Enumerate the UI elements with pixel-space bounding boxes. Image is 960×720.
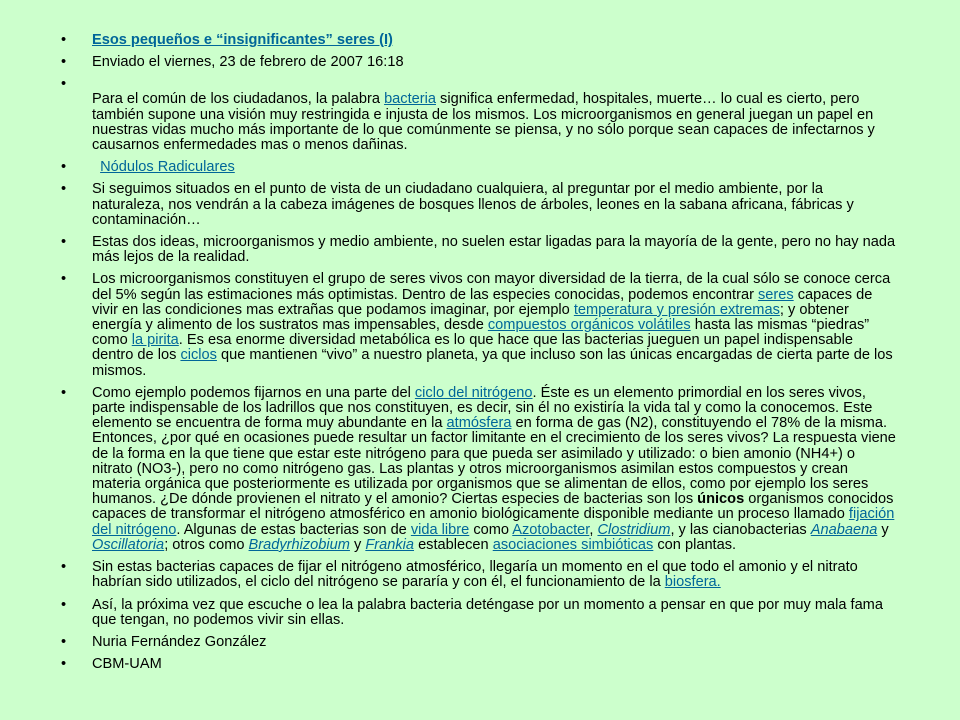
- italic-text: Frankia: [365, 536, 415, 553]
- italic-text: Anabaena: [810, 521, 878, 538]
- text: en forma de gas (N2), constituyendo el 78% de la misma. Entonces, ¿por qué en ocasiones puede resultar un factor limitante en el crecimiento de los seres vivos? La respuesta viene de la forma en la que tiene que estar este nitrógeno para que pueda ser asimilado y utilizado: o bien amonio (NH4+) o nitrato (NO3-), pero no como nitrógeno gas. Las plantas y otros microorganismos asimilan estos compuestos y crean materia orgánica que posteriormente es utilizada por organismos que se alimentan de ellos, como por ejemplo los seres humanos. ¿De dónde provienen el nitrato y el amonio? Ciertas especies de bacterias son los: [92, 415, 896, 508]
- post-date: Enviado el viernes, 23 de febrero de 2007 16:18: [92, 54, 404, 71]
- list-item-paragraph-2: [92, 182, 898, 228]
- bradyrhizobium-link[interactable]: [249, 537, 350, 553]
- ciclo-nitrogeno-link[interactable]: ciclo del nitrógeno: [414, 384, 533, 401]
- ciclos-link[interactable]: ciclos: [180, 347, 217, 364]
- text: Como ejemplo podemos fijarnos en una parte del: [92, 384, 415, 401]
- italic-text: Clostridium: [597, 521, 671, 538]
- text: Sin estas bacterias capaces de fijar el nitrógeno atmosférico, llegaría un momento en el que todo el amonio y el nitrato habrían sido utilizados, el ciclo del nitrógeno se pararía y con él, el funcionamiento de la: [92, 559, 858, 591]
- pirita-link[interactable]: la pirita: [131, 332, 179, 349]
- list-item-nodulos: [92, 160, 898, 175]
- fijacion-nitrogeno-link[interactable]: fijación del nitrógeno: [92, 506, 895, 538]
- text: Estas dos ideas, microorganismos y medio ambiente, no suelen estar ligadas para la mayoría de la gente, pero no hay nada más lejos de la realidad.: [92, 234, 896, 266]
- text: organismos conocidos capaces de transformar el nitrógeno atmosférico en amonio biológicamente disponible mediante un proceso llamado: [92, 491, 894, 523]
- anabaena-link[interactable]: [811, 522, 878, 538]
- text: como: [469, 521, 513, 538]
- text: Así, la próxima vez que escuche o lea la palabra bacteria deténgase por un momento a pensar en que por muy mala fama que tengan, no podemos vivir sin ellas.: [92, 596, 883, 628]
- text: ; y obtener energía y alimento de los sustratos mas impensables, desde: [92, 301, 849, 334]
- azotobacter-link[interactable]: Azotobacter: [512, 521, 590, 538]
- article-title-link[interactable]: Esos pequeños e “insignificantes” seres (I): [92, 32, 393, 48]
- bacteria-link[interactable]: bacteria: [384, 91, 436, 108]
- text: hasta las mismas “piedras” como: [92, 317, 870, 349]
- nodulos-radiculares-link[interactable]: Nódulos Radiculares: [100, 159, 235, 176]
- list-item-intro: [92, 77, 898, 153]
- text: y: [877, 521, 889, 538]
- text: . Es esa enorme diversidad metabólica es lo que hace que las bacterias jueguen un papel indispensable dentro de los: [92, 332, 853, 364]
- atmosfera-link[interactable]: atmósfera: [446, 415, 512, 432]
- text: . Algunas de estas bacterias son de: [176, 521, 411, 538]
- text: Si seguimos situados en el punto de vista de un ciudadano cualquiera, al preguntar por el medio ambiente, por la naturaleza, nos vendrán a la cabeza imágenes de bosques llenos de árboles, leones en la sabana africana, fábricas y contaminación…: [92, 181, 854, 228]
- text: significa enfermedad, hospitales, muerte… lo cual es cierto, pero también supone una visión muy restringida e injusta de los mismos. Los microorganismos en general juegan un papel en nuestras vidas mucho más importante de lo que comúnmente se piensa, y no sólo porque sean capaces de infectarnos y causarnos enfermedades mas o menos dañinas.: [92, 91, 875, 154]
- list-item-paragraph-3: [92, 235, 898, 265]
- list-item-paragraph-6: [92, 560, 898, 590]
- frankia-link[interactable]: [365, 537, 414, 553]
- text: Para el común de los ciudadanos, la palabra: [92, 91, 385, 108]
- blank-line: [92, 77, 898, 92]
- temperatura-link[interactable]: temperatura y presión extremas: [573, 301, 780, 318]
- text: con plantas.: [653, 536, 737, 553]
- italic-text: Oscillatoria: [92, 536, 165, 553]
- text: , y las cianobacterias: [670, 521, 811, 538]
- list-item-paragraph-7: [92, 598, 898, 628]
- author-organization: CBM-UAM: [92, 656, 162, 673]
- asociaciones-simbioticas-link[interactable]: asociaciones simbióticas: [492, 536, 654, 553]
- list-item-title: [92, 33, 898, 48]
- biosfera-link[interactable]: biosfera.: [664, 574, 721, 591]
- text: establecen: [414, 536, 493, 553]
- compuestos-link[interactable]: compuestos orgánicos volátiles: [487, 317, 691, 334]
- list-item-org: [92, 657, 898, 672]
- clostridium-link[interactable]: [597, 522, 670, 538]
- text: y: [349, 536, 366, 553]
- list-item-date: [92, 55, 898, 70]
- bold-text: únicos: [697, 491, 745, 508]
- text: que mantienen “vivo” a nuestro planeta, ya que incluso son las únicas encargadas de cierta parte de los mismos.: [92, 347, 893, 379]
- italic-text: Bradyrhizobium: [248, 536, 350, 553]
- text: capaces de vivir en las condiciones mas extrañas que podamos imaginar, por ejemplo: [92, 286, 873, 318]
- seres-link[interactable]: seres: [757, 286, 794, 303]
- list-item-paragraph-4: [92, 272, 898, 378]
- text: Los microorganismos constituyen el grupo de seres vivos con mayor diversidad de la tierra, de la cual sólo se conoce cerca del 5% según las estimaciones más optimistas. Dentro de las especies conocidas, podemos encontrar: [92, 271, 891, 303]
- list-item-paragraph-5: [92, 386, 898, 553]
- text: ,: [589, 521, 598, 538]
- text: ; otros como: [164, 536, 249, 553]
- text: . Éste es un elemento primordial en los seres vivos, parte indispensable de los ladrillos que nos constituyen, es decir, sin él no existiría la vida tal y como la conocemos. Este elemento se encuentra de forma muy abundante en la: [92, 384, 873, 432]
- oscillatoria-link[interactable]: [92, 537, 164, 553]
- author-name: Nuria Fernández González: [92, 633, 267, 650]
- vida-libre-link[interactable]: vida libre: [410, 521, 470, 538]
- list-item-author: [92, 635, 898, 650]
